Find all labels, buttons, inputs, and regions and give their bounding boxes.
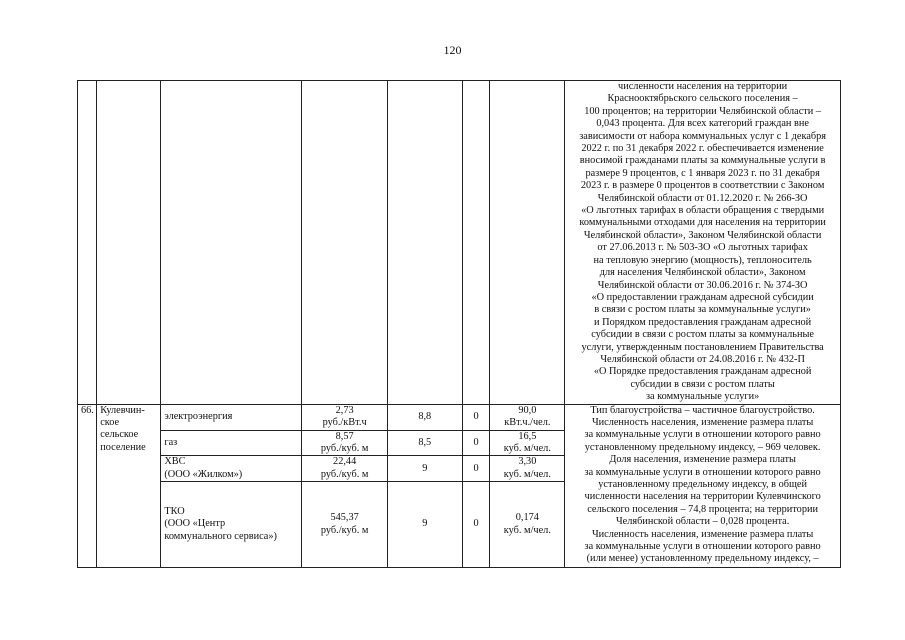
service-name: ХВС (ООО «Жилком») xyxy=(161,456,302,482)
service-name: электроэнергия xyxy=(161,404,302,430)
empty-cell xyxy=(161,81,302,405)
service-index: 9 xyxy=(387,456,462,482)
service-index: 8,8 xyxy=(387,404,462,430)
tariff-table xyxy=(77,80,841,568)
empty-cell xyxy=(387,81,462,405)
empty-cell xyxy=(97,81,161,405)
service-change: 0 xyxy=(462,456,490,482)
service-rate: 545,37 руб./куб. м xyxy=(302,482,387,568)
service-volume: 0,174 куб. м/чел. xyxy=(490,482,565,568)
entry-note: Тип благоустройства – частичное благоустройство. Численность населения, изменение размера платы за коммунальные услуги в отношении которого равно установленному предельному индексу, – 969 человек. Доля населения, изменение размера платы за коммунальные услуги в отношении которого равно установленному предельному индексу, в общей численности населения на территории Кулевчинского сельского поселения – 74,8 процента; на территории Челябинской области – 0,028 процента. Численность населения, изменение размера платы за коммунальные услуги в отношении которого равно (или менее) установленному предельному индексу, – xyxy=(565,404,841,568)
service-index: 8,5 xyxy=(387,430,462,456)
service-volume: 3,30 куб. м/чел. xyxy=(490,456,565,482)
service-rate: 22,44 руб./куб. м xyxy=(302,456,387,482)
settlement-name: Кулевчин- ское сельское поселение xyxy=(97,404,161,568)
service-volume: 16,5 куб. м/чел. xyxy=(490,430,565,456)
continuation-row xyxy=(78,81,841,405)
service-rate: 2,73 руб./кВт.ч xyxy=(302,404,387,430)
page-number: 120 xyxy=(443,43,462,57)
empty-cell xyxy=(302,81,387,405)
entry-number: 66. xyxy=(78,404,97,568)
table-row xyxy=(78,404,841,430)
service-change: 0 xyxy=(462,430,490,456)
empty-cell xyxy=(490,81,565,405)
empty-cell xyxy=(78,81,97,405)
continuation-note: численности населения на территории Краснооктябрьского сельского поселения – 100 процентов; на территории Челябинской области – 0,043 процента. Для всех категорий граждан вне зависимости от набора коммунальных услуг с 1 декабря 2022 г. по 31 декабря 2022 г. обеспечивается изменение вносимой гражданами платы за коммунальные услуги в размере 9 процентов, с 1 января 2023 г. по 31 декабря 2023 г. в размере 0 процентов в соответствии с Законом Челябинской области от 01.12.2020 г. № 266-ЗО «О льготных тарифах в области обращения с твердыми коммунальными отходами для населения на территории Челябинской области», Законом Челябинской области от 27.06.2013 г. № 503-ЗО «О льготных тарифах на тепловую энергию (мощность), теплоноситель для населения Челябинской области», Законом Челябинской области от 30.06.2016 г. № 374-ЗО «О предоставлении гражданам адресной субсидии в связи с ростом платы за коммунальные услуги» и Порядком предоставления гражданам адресной субсидии в связи с ростом платы за коммунальные услуги, утвержденным постановлением Правительства Челябинской области от 24.08.2016 г. № 432-П «О Порядке предоставления гражданам адресной субсидии в связи с ростом платы за коммунальные услуги» xyxy=(565,81,841,405)
service-change: 0 xyxy=(462,404,490,430)
service-name: ТКО (ООО «Центр коммунального сервиса») xyxy=(161,482,302,568)
service-index: 9 xyxy=(387,482,462,568)
service-name: газ xyxy=(161,430,302,456)
service-change: 0 xyxy=(462,482,490,568)
service-volume: 90,0 кВт.ч./чел. xyxy=(490,404,565,430)
empty-cell xyxy=(462,81,490,405)
service-rate: 8,57 руб./куб. м xyxy=(302,430,387,456)
